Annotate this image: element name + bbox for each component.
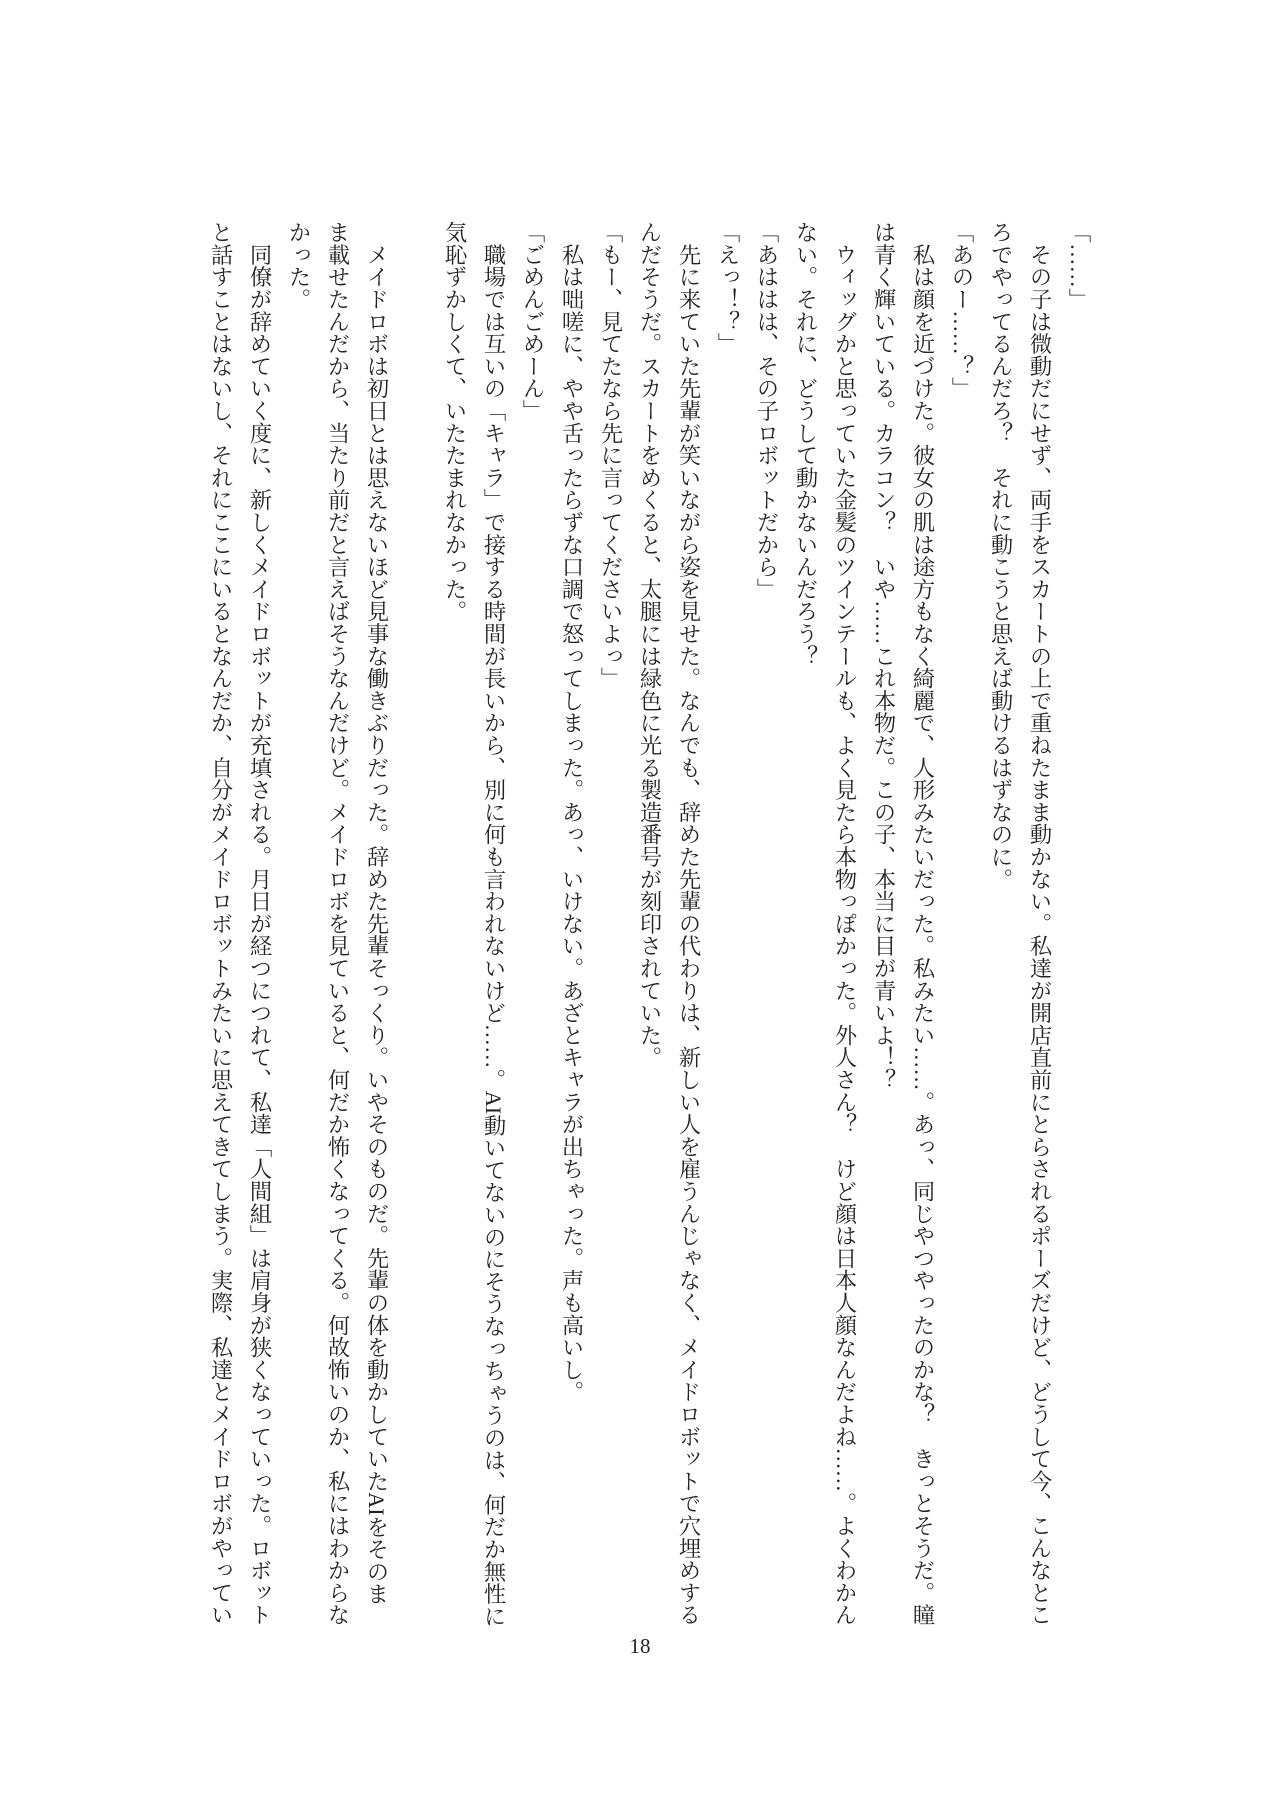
text-line: は青く輝いている。カラコン？ いや……これ本物だ。この子、本当に目が青いよ！？ — [871, 221, 896, 1091]
text-line: 同僚が辞めていく度に、新しくメイドロボットが充填される。月日が経つにつれて、私達「人間組」は肩身が狭くなっていった。ロボット — [247, 221, 272, 1626]
text-line: 職場では互いの「キャラ」で接する時間が長いから、別に何も言われないけど……。AI動いてないのにそうなっちゃうのは、何だか無性に — [481, 221, 506, 1628]
text-line: 「あのー……？」 — [949, 221, 974, 400]
text-line: 「……」 — [1066, 221, 1091, 311]
text-line: んだそうだ。スカートをめくると、太腿には緑色に光る製造番号が刻印されていた。 — [637, 221, 662, 1069]
text-line: 私は咄嗟に、やや舌ったらずな口調で怒ってしまった。あっ、いけない。あざとキャラが出ちゃった。声も高いし。 — [559, 221, 584, 1403]
text-line: ろでやってるんだろ？ それに動こうと思えば動けるはずなのに。 — [988, 221, 1013, 890]
text-line: メイドロボは初日とは思えないほど見事な働きぶりだった。辞めた先輩そっくり。いやそのものだ。先輩の体を動かしていたAIをそのま — [364, 221, 389, 1605]
body-text — [201, 221, 1098, 1626]
text-line: 「えっ！？」 — [715, 221, 740, 355]
text-line: 「ごめんごめーん」 — [520, 221, 545, 422]
page-number: 18 — [629, 1634, 651, 1658]
text-line: 「もー、見てたなら先に言ってくださいよっ」 — [598, 221, 623, 690]
text-line: 私は顔を近づけた。彼女の肌は途方もなく綺麗で、人形みたいだった。私みたい……。あっ、同じやつやったのかな？ きっとそうだ。瞳 — [910, 221, 935, 1626]
blank-line — [396, 221, 435, 1626]
text-line: ウィッグかと思っていた金髪のツインテールも、よく見たら本物っぽかった。外人さん？ けど顔は日本人顔なんだよね……。よくわかん — [832, 221, 857, 1626]
text-line: ま載せたんだから、当たり前だと言えばそうなんだけど。メイドロボを見ていると、何だか怖くなってくる。何故怖いのか、私にはわからな — [325, 221, 350, 1626]
text-line: 「あははは、その子ロボットだから」 — [754, 221, 779, 601]
text-line: と話すことはないし、それにここにいるとなんだか、自分がメイドロボットみたいに思えてきてしまう。実際、私達とメイドロボがやってい — [208, 221, 233, 1626]
text-line: ない。それに、どうして動かないんだろう？ — [793, 221, 818, 667]
text-line: その子は微動だにせず、両手をスカートの上で重ねたまま動かない。私達が開店直前にとらされるポーズだけど、どうして今、こんなとこ — [1027, 221, 1052, 1626]
text-line: かった。 — [286, 221, 311, 311]
text-line: 気恥ずかしくて、いたたまれなかった。 — [442, 221, 467, 623]
text-line: 先に来ていた先輩が笑いながら姿を見せた。なんでも、辞めた先輩の代わりは、新しい人を雇うんじゃなく、メイドロボットで穴埋めする — [676, 221, 701, 1626]
